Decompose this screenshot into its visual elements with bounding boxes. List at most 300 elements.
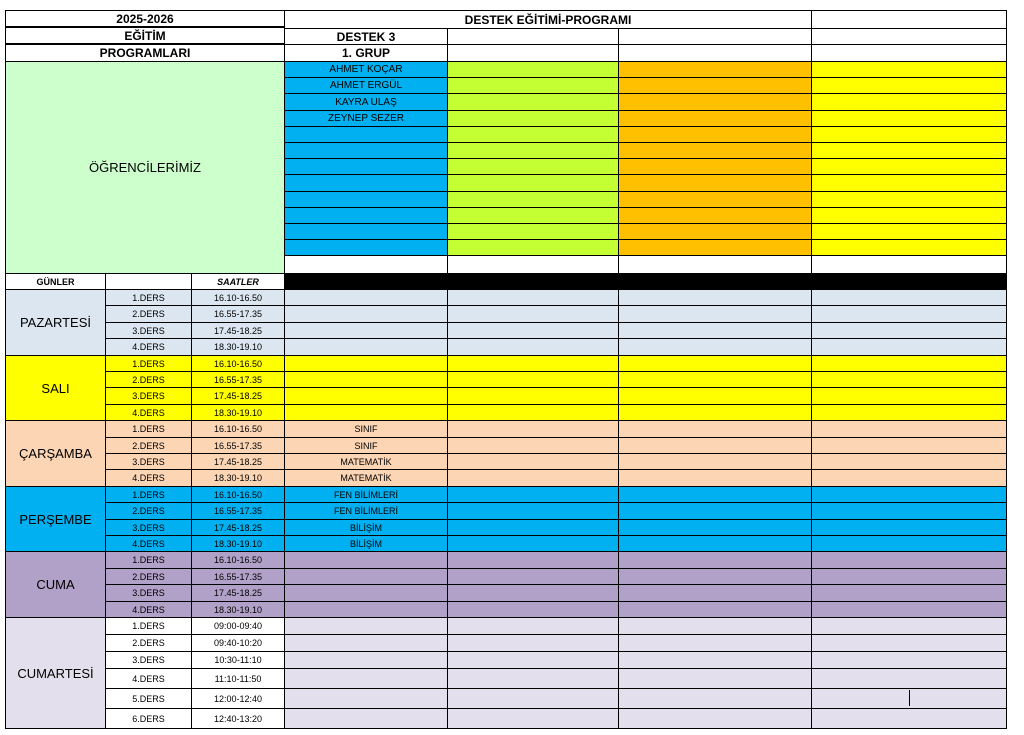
slot-cell	[447, 371, 619, 388]
student-blank-cell	[618, 77, 812, 94]
slot-cell	[811, 371, 1007, 388]
saat-cell	[191, 668, 285, 689]
slot-cell	[618, 651, 812, 669]
subject-cell	[284, 371, 448, 388]
ders: 4.DERS	[132, 673, 165, 684]
subject: BİLİŞİM	[349, 522, 382, 533]
header-blank-1	[811, 10, 1007, 29]
slot-cell	[447, 404, 619, 421]
ders-cell	[105, 668, 192, 689]
slot-cell	[811, 453, 1007, 470]
subject-cell	[284, 453, 448, 470]
student-name-cell	[284, 239, 448, 256]
ders-cell	[105, 289, 192, 306]
slot-cell	[618, 502, 812, 520]
ders: 4.DERS	[132, 473, 165, 483]
ders: 3.DERS	[132, 588, 165, 598]
ders: 4.DERS	[132, 407, 165, 418]
student-name: KAYRA ULAŞ	[335, 96, 397, 108]
ders-cell	[105, 688, 192, 709]
student-empty-cell	[284, 255, 448, 274]
saat-cell	[191, 502, 285, 520]
ders: 4.DERS	[132, 604, 165, 615]
slot-cell	[618, 668, 812, 689]
ders-cell	[105, 601, 192, 618]
saat-cell	[191, 535, 285, 552]
saat-cell	[191, 305, 285, 323]
ders-cell	[105, 519, 192, 536]
saat: 16.10-16.50	[213, 424, 263, 434]
student-blank-cell	[618, 191, 812, 208]
slot-cell	[618, 688, 812, 709]
saat-cell	[191, 469, 285, 487]
subject-cell	[284, 305, 448, 323]
slot-cell	[618, 708, 812, 729]
student-blank-cell	[447, 223, 619, 240]
slot-cell	[618, 551, 812, 569]
ders: 2.DERS	[132, 506, 165, 516]
subject-cell	[284, 634, 448, 652]
slot-cell	[618, 437, 812, 454]
saat-cell	[191, 322, 285, 339]
ders: 4.DERS	[132, 538, 165, 549]
slot-cell	[618, 355, 812, 372]
student-blank-cell	[811, 207, 1007, 224]
subject-cell	[284, 519, 448, 536]
slot-cell	[447, 568, 619, 585]
slot-cell	[447, 651, 619, 669]
student-blank-cell	[811, 158, 1007, 175]
subject: SINIF	[354, 424, 378, 434]
day-name-cell	[5, 617, 106, 729]
header-blank-2	[447, 28, 619, 45]
ders-cell	[105, 420, 192, 438]
saat-cell	[191, 486, 285, 503]
saat: 17.45-18.25	[213, 391, 263, 401]
saatler-header-cell	[191, 273, 285, 290]
ders-cell	[105, 338, 192, 356]
subject-cell	[284, 469, 448, 487]
destek-cell	[284, 28, 448, 45]
slot-cell	[618, 420, 812, 438]
student-blank-cell	[618, 61, 812, 78]
saat: 16.55-17.35	[213, 440, 263, 451]
student-name-cell	[284, 110, 448, 127]
saat: 11:10-11:50	[214, 673, 262, 684]
subject-cell	[284, 688, 448, 709]
student-name-cell	[284, 77, 448, 94]
slot-cell	[618, 634, 812, 652]
ders: 1.DERS	[132, 621, 165, 631]
subject-cell	[284, 535, 448, 552]
student-blank-cell	[811, 191, 1007, 208]
slot-cell	[447, 617, 619, 635]
gunler-header: GÜNLER	[36, 276, 75, 287]
ders-cell	[105, 404, 192, 421]
day-name-cell	[5, 355, 106, 421]
ders: 1.DERS	[132, 424, 165, 434]
student-name-cell	[284, 223, 448, 240]
saat: 12:00-12:40	[213, 693, 263, 704]
subject-cell	[284, 387, 448, 405]
subject-cell	[284, 502, 448, 520]
destek-label: DESTEK 3	[336, 29, 396, 44]
day-name-cell	[5, 289, 106, 356]
slot-cell	[811, 437, 1007, 454]
slot-cell	[447, 535, 619, 552]
subject-cell	[284, 338, 448, 356]
header-black-bar	[284, 273, 1007, 290]
subject: MATEMATİK	[340, 473, 392, 483]
saat-cell	[191, 617, 285, 635]
saat-cell	[191, 634, 285, 652]
slot-cell	[811, 601, 1007, 618]
ders: 2.DERS	[132, 374, 165, 385]
subject-cell	[284, 601, 448, 618]
saat: 17.45-18.25	[213, 588, 263, 598]
saat: 12:40-13:20	[213, 713, 263, 724]
saat-cell	[191, 551, 285, 569]
student-empty-cell	[618, 255, 812, 274]
slot-cell	[811, 305, 1007, 323]
student-blank-cell	[618, 93, 812, 111]
ders-cell	[105, 355, 192, 372]
slot-cell	[811, 551, 1007, 569]
student-name-cell	[284, 61, 448, 78]
subject-cell	[284, 437, 448, 454]
slot-cell	[811, 404, 1007, 421]
day-name: SALI	[41, 380, 70, 396]
slot-cell	[811, 668, 1007, 689]
saat: 17.45-18.25	[213, 522, 263, 533]
programlari-cell	[5, 44, 285, 62]
student-blank-cell	[447, 174, 619, 192]
slot-cell	[618, 601, 812, 618]
main-title-cell	[284, 10, 812, 29]
header-blank-5	[447, 44, 619, 62]
year-label: 2025-2026	[116, 11, 174, 26]
slot-cell	[811, 708, 1007, 729]
slot-cell	[447, 469, 619, 487]
slot-cell	[811, 584, 1007, 602]
cursor-mark	[909, 690, 910, 706]
slot-cell	[811, 617, 1007, 635]
saat: 18.30-19.10	[213, 473, 263, 483]
saat-cell	[191, 437, 285, 454]
saat: 10:30-11:10	[214, 655, 262, 665]
slot-cell	[618, 289, 812, 306]
ders-cell	[105, 305, 192, 323]
ders-cell	[105, 617, 192, 635]
gunler-header-cell	[5, 273, 106, 290]
saat: 18.30-19.10	[213, 342, 263, 352]
ders-cell	[105, 469, 192, 487]
ders-cell	[105, 322, 192, 339]
day-name-cell	[5, 420, 106, 487]
saat: 16.10-16.50	[213, 555, 263, 565]
slot-cell	[447, 519, 619, 536]
ders: 3.DERS	[132, 325, 165, 336]
slot-cell	[447, 305, 619, 323]
ders: 3.DERS	[132, 522, 165, 533]
student-blank-cell	[447, 142, 619, 159]
saat-cell	[191, 404, 285, 421]
header-blank-7	[811, 44, 1007, 62]
student-blank-cell	[811, 126, 1007, 143]
saat: 18.30-19.10	[213, 604, 263, 615]
slot-cell	[447, 338, 619, 356]
slot-cell	[811, 338, 1007, 356]
slot-cell	[811, 322, 1007, 339]
student-blank-cell	[447, 207, 619, 224]
ders-cell	[105, 502, 192, 520]
subject-cell	[284, 651, 448, 669]
student-empty-cell	[811, 255, 1007, 274]
ders: 2.DERS	[132, 571, 165, 582]
ders-header-cell	[105, 273, 192, 290]
slot-cell	[618, 486, 812, 503]
header-blank-6	[618, 44, 812, 62]
student-blank-cell	[618, 142, 812, 159]
slot-cell	[447, 437, 619, 454]
slot-cell	[447, 387, 619, 405]
subject-cell	[284, 355, 448, 372]
saat: 16.55-17.35	[213, 571, 263, 582]
slot-cell	[447, 420, 619, 438]
saat-cell	[191, 338, 285, 356]
student-name-cell	[284, 158, 448, 175]
saat-cell	[191, 371, 285, 388]
student-blank-cell	[811, 142, 1007, 159]
egitim-label: EĞİTİM	[124, 28, 166, 43]
slot-cell	[811, 535, 1007, 552]
student-blank-cell	[811, 77, 1007, 94]
ders-cell	[105, 708, 192, 729]
saat: 09:40-10:20	[213, 638, 263, 648]
saat-cell	[191, 688, 285, 709]
student-blank-cell	[618, 158, 812, 175]
ders: 1.DERS	[132, 555, 165, 565]
saat: 16.55-17.35	[213, 374, 263, 385]
ders: 2.DERS	[132, 309, 165, 319]
student-blank-cell	[447, 126, 619, 143]
saat: 16.55-17.35	[213, 309, 263, 319]
saat-cell	[191, 708, 285, 729]
ders-cell	[105, 634, 192, 652]
ders-cell	[105, 437, 192, 454]
student-blank-cell	[447, 93, 619, 111]
students-label: ÖĞRENCİLERİMİZ	[89, 160, 201, 175]
slot-cell	[811, 486, 1007, 503]
saat-cell	[191, 289, 285, 306]
student-name-cell	[284, 93, 448, 111]
slot-cell	[447, 486, 619, 503]
slot-cell	[618, 535, 812, 552]
ders: 1.DERS	[132, 358, 165, 369]
student-blank-cell	[618, 223, 812, 240]
student-blank-cell	[811, 239, 1007, 256]
student-blank-cell	[811, 110, 1007, 127]
slot-cell	[447, 634, 619, 652]
slot-cell	[447, 322, 619, 339]
slot-cell	[618, 519, 812, 536]
main-title: DESTEK EĞİTİMİ-PROGRAMI	[464, 12, 632, 27]
subject-cell	[284, 289, 448, 306]
saat-cell	[191, 651, 285, 669]
saat: 17.45-18.25	[213, 325, 263, 336]
slot-cell	[447, 668, 619, 689]
student-blank-cell	[447, 61, 619, 78]
slot-cell	[811, 568, 1007, 585]
day-name-cell	[5, 551, 106, 618]
day-name: CUMARTESİ	[17, 665, 94, 681]
saat: 16.55-17.35	[213, 506, 263, 516]
subject-cell	[284, 486, 448, 503]
student-blank-cell	[811, 93, 1007, 111]
student-name: AHMET ERGÜL	[329, 80, 403, 91]
ders: 4.DERS	[132, 342, 165, 352]
day-name: PERŞEMBE	[19, 511, 92, 527]
ders-cell	[105, 371, 192, 388]
slot-cell	[618, 371, 812, 388]
slot-cell	[811, 502, 1007, 520]
saat-cell	[191, 568, 285, 585]
ders-cell	[105, 387, 192, 405]
subject-cell	[284, 668, 448, 689]
student-blank-cell	[447, 110, 619, 127]
slot-cell	[447, 584, 619, 602]
subject-cell	[284, 420, 448, 438]
subject-cell	[284, 708, 448, 729]
saat: 18.30-19.10	[213, 538, 263, 549]
saat-cell	[191, 601, 285, 618]
slot-cell	[811, 519, 1007, 536]
student-blank-cell	[618, 174, 812, 192]
ders: 1.DERS	[132, 489, 165, 500]
slot-cell	[618, 338, 812, 356]
slot-cell	[447, 502, 619, 520]
slot-cell	[811, 420, 1007, 438]
slot-cell	[618, 469, 812, 487]
ders: 3.DERS	[132, 655, 165, 665]
saat: 16.10-16.50	[213, 292, 263, 303]
saat: 16.10-16.50	[213, 489, 263, 500]
grup-label: 1. GRUP	[341, 46, 390, 60]
slot-cell	[811, 634, 1007, 652]
header-blank-3	[618, 28, 812, 45]
student-blank-cell	[447, 77, 619, 94]
slot-cell	[618, 584, 812, 602]
students-label-cell	[5, 61, 285, 274]
student-name: ZEYNEP SEZER	[328, 113, 404, 124]
saat-cell	[191, 355, 285, 372]
subject: BİLİŞİM	[349, 538, 382, 549]
slot-cell	[447, 601, 619, 618]
ders: 3.DERS	[132, 456, 165, 467]
saat-cell	[191, 420, 285, 438]
day-name: PAZARTESİ	[19, 315, 92, 330]
student-blank-cell	[811, 174, 1007, 192]
slot-cell	[618, 453, 812, 470]
student-blank-cell	[447, 239, 619, 256]
ders-cell	[105, 651, 192, 669]
slot-cell	[618, 568, 812, 585]
saat-cell	[191, 519, 285, 536]
ders: 2.DERS	[132, 638, 165, 648]
saatler-header: SAATLER	[217, 276, 259, 287]
ders: 1.DERS	[132, 292, 165, 303]
ders-cell	[105, 584, 192, 602]
student-blank-cell	[618, 126, 812, 143]
subject-cell	[284, 617, 448, 635]
student-blank-cell	[811, 61, 1007, 78]
student-blank-cell	[618, 207, 812, 224]
day-name: CUMA	[36, 577, 75, 592]
subject-cell	[284, 568, 448, 585]
header-blank-4	[811, 28, 1007, 45]
ders: 2.DERS	[132, 440, 165, 451]
subject: FEN BİLİMLERİ	[333, 506, 398, 516]
slot-cell	[618, 387, 812, 405]
slot-cell	[447, 289, 619, 306]
student-name-cell	[284, 142, 448, 159]
student-name-cell	[284, 207, 448, 224]
student-name: AHMET KOÇAR	[329, 64, 403, 75]
slot-cell	[447, 688, 619, 709]
student-name-cell	[284, 174, 448, 192]
slot-cell	[618, 305, 812, 323]
slot-cell	[618, 322, 812, 339]
grup-cell	[284, 44, 448, 62]
ders-cell	[105, 568, 192, 585]
ders: 5.DERS	[132, 693, 165, 704]
student-blank-cell	[447, 158, 619, 175]
slot-cell	[811, 355, 1007, 372]
student-name-cell	[284, 126, 448, 143]
subject-cell	[284, 551, 448, 569]
ders-cell	[105, 486, 192, 503]
subject: SINIF	[354, 440, 378, 451]
subject-cell	[284, 322, 448, 339]
student-blank-cell	[618, 239, 812, 256]
slot-cell	[447, 551, 619, 569]
slot-cell	[618, 404, 812, 421]
ders-cell	[105, 551, 192, 569]
slot-cell	[447, 355, 619, 372]
student-name-cell	[284, 191, 448, 208]
slot-cell	[811, 469, 1007, 487]
saat-cell	[191, 584, 285, 602]
subject: FEN BİLİMLERİ	[333, 489, 398, 500]
subject-cell	[284, 404, 448, 421]
subject-cell	[284, 584, 448, 602]
slot-cell	[811, 289, 1007, 306]
saat: 09:00-09:40	[213, 621, 263, 631]
student-blank-cell	[618, 110, 812, 127]
day-name-cell	[5, 486, 106, 552]
slot-cell	[447, 453, 619, 470]
saat: 17.45-18.25	[213, 456, 263, 467]
student-blank-cell	[447, 191, 619, 208]
saat-cell	[191, 387, 285, 405]
ders-cell	[105, 535, 192, 552]
slot-cell	[811, 651, 1007, 669]
student-blank-cell	[811, 223, 1007, 240]
egitim-cell	[5, 27, 285, 44]
ders: 3.DERS	[132, 391, 165, 401]
saat-cell	[191, 453, 285, 470]
student-empty-cell	[447, 255, 619, 274]
